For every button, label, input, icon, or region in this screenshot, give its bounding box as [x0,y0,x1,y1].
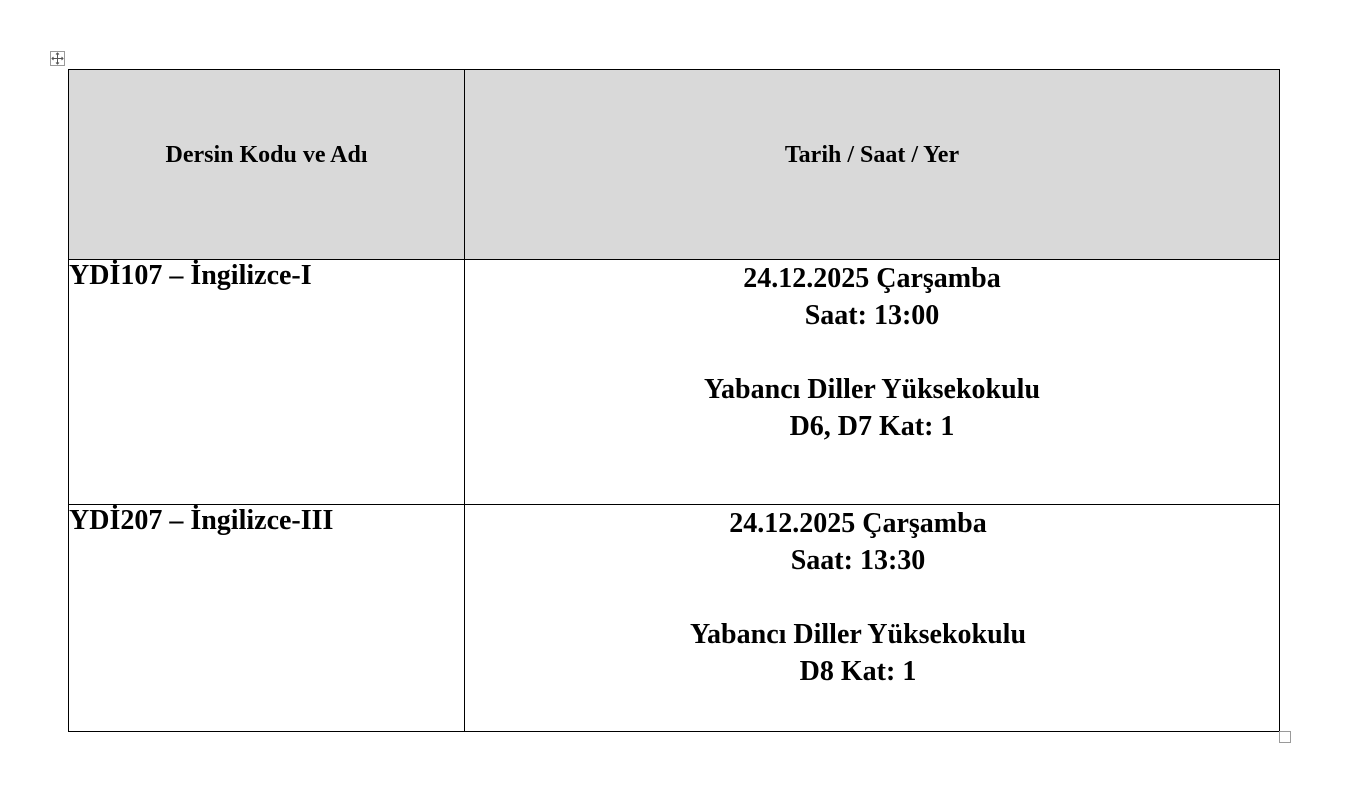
exam-time: Saat: 13:30 [790,545,926,576]
header-course: Dersin Kodu ve Adı [69,70,465,260]
table-move-handle-icon[interactable] [50,51,65,66]
exam-time: Saat: 13:00 [804,300,940,331]
course-cell: YDİ107 – İngilizce-I [69,260,465,505]
exam-date: 24.12.2025 Çarşamba [743,263,1001,294]
table-row [69,505,1280,732]
detail-cell [465,505,1280,732]
table-resize-handle-icon[interactable] [1279,731,1291,743]
exam-place: Yabancı Diller Yüksekokulu [689,619,1027,650]
exam-room: D6, D7 Kat: 1 [789,411,955,442]
exam-place: Yabancı Diller Yüksekokulu [703,374,1041,405]
table-row [69,260,1280,505]
detail-cell [465,260,1280,505]
exam-date: 24.12.2025 Çarşamba [729,508,987,539]
exam-room: D8 Kat: 1 [799,656,917,687]
course-cell: YDİ207 – İngilizce-III [69,505,465,732]
exam-schedule-table [68,69,1280,732]
table-header-row [69,70,1280,260]
move-icon [51,52,64,65]
header-detail: Tarih / Saat / Yer [465,70,1280,260]
